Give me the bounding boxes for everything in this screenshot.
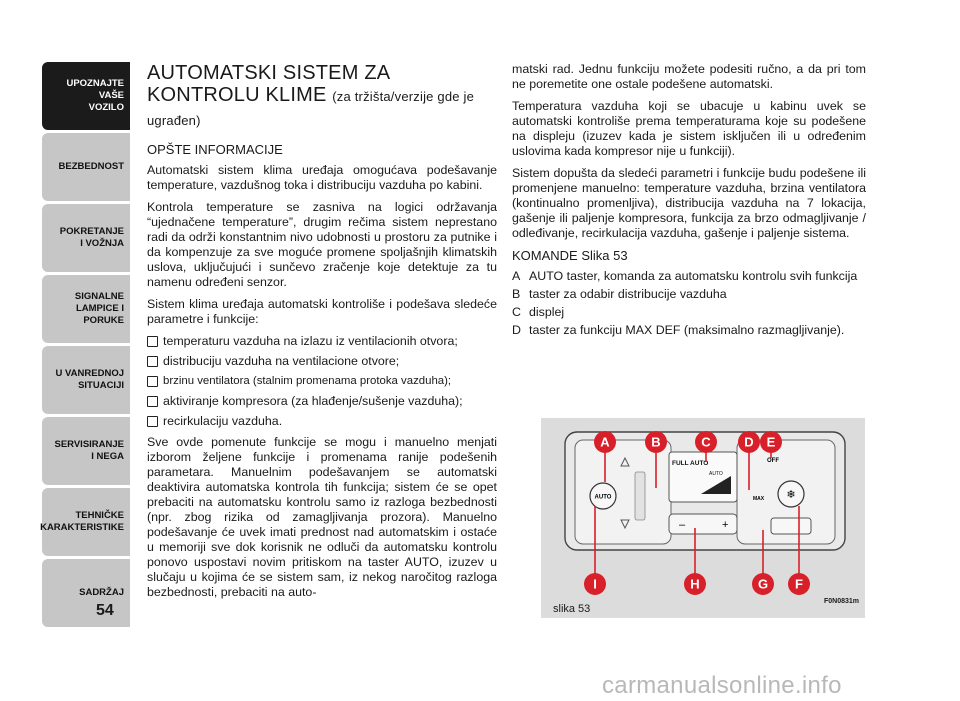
marker-a-label: A (600, 434, 610, 450)
paragraph: Sistem dopušta da sledeći parametri i funkcije budu podešene ili promenjene manuelno: temperature vazduha, brzina ventilatora (kontinualno promenljiva), distribucija vazduha na 7 lokacija, gašenje ili paljenje kompresora, funkcija za brzo odmagljivanje / odleđivanje, recirkulacija vazduha, gašenje i paljenje sistema. (512, 166, 866, 240)
list-item (147, 394, 497, 409)
list-item (147, 374, 497, 389)
marker-b-label: B (651, 434, 661, 450)
fan-plus-icon: + (722, 519, 729, 531)
climate-panel-illustration (541, 418, 865, 618)
command-item (512, 305, 866, 320)
subheading-general: OPŠTE INFORMACIJE (147, 142, 283, 157)
checkbox-bullet-icon (147, 416, 158, 427)
paragraph: Sistem klima uređaja automatski kontroliše i podešava sledeće parametre i funkcije: (147, 297, 497, 326)
list-item-text: recirkulaciju vazduha. (163, 414, 283, 428)
watermark: carmanualsonline.info (602, 672, 842, 699)
checkbox-bullet-icon (147, 356, 158, 367)
command-text: taster za odabir distribucije vazduha (529, 287, 727, 301)
marker-i-label: I (593, 576, 597, 592)
list-item-text: aktiviranje kompresora (za hlađenje/sušenje vazduha); (163, 394, 463, 408)
command-item (512, 287, 866, 302)
tab-signalne-lampice[interactable]: SIGNALNE LAMPICE I PORUKE (42, 275, 130, 343)
subheading-commands: KOMANDE Slika 53 (512, 248, 628, 263)
paragraph: Kontrola temperature se zasniva na logici održavanja “ujednačene temperature”, drugim rečima sistem neprestano radi da održi konstantnim nivo udobnosti u prostoru za putnike i da kompenzuje za sve moguće promene spoljašnjih klimatskih uslova, uključujući i sunčevo zračenje koje detektuje za tu namenu određeni senzor. (147, 200, 497, 289)
right-column (512, 62, 866, 341)
temp-scale (635, 472, 645, 520)
command-key: A (512, 269, 521, 283)
paragraph: Sve ovde pomenute funkcije se mogu i manuelno menjati izborom željene funkcije i promenama ranije podešenih parametara. Manuelnim podešavanjem se automatski deaktivira automatska kontrola tih funkcija; sistem će se opet prebaciti na automatsku kontrolu samo iz razloga bezbednosti (npr. zbog rizika od zamagljivanja prozora). Manuelno podešavanje će uvek imati prednost nad automatskim i ostaće u memoriji sve dok korisnik ne odluči da automatsku kontrolu ponovo uspostavi novim pritiskom na taster AUTO, izuzev u slučaju u kojima će se sistem sam, iz nekog naročitog razloga bezbednosti, prebaciti na auto- (147, 435, 497, 599)
paragraph: matski rad. Jednu funkciju možete podesiti ručno, a da pri tom ne poremetite one ostale podešene automatski. (512, 62, 866, 91)
tab-u-vanrednoj-situaciji[interactable]: U VANREDNOJ SITUACIJI (42, 346, 130, 414)
recirculation-button[interactable] (771, 518, 811, 534)
max-def-label[interactable]: MAX (753, 496, 765, 502)
checkbox-bullet-icon (147, 336, 158, 347)
list-item (147, 414, 497, 429)
page-number: 54 (96, 602, 114, 619)
tab-sadrzaj[interactable]: SADRŽAJ (42, 559, 130, 627)
paragraph: Automatski sistem klima uređaja omogućava podešavanje temperature, vazdušnog toka i distribuciju vazduha po kabini. (147, 163, 497, 192)
marker-d-label: D (744, 434, 754, 450)
marker-g-label: G (757, 576, 769, 592)
command-text: taster za funkciju MAX DEF (maksimalno razmagljivanje). (529, 323, 845, 337)
command-item (512, 323, 866, 338)
list-item-text: temperaturu vazduha na izlazu iz ventilacionih otvora; (163, 334, 458, 348)
climate-panel-figure (541, 418, 865, 618)
feature-list (147, 334, 497, 429)
fan-minus-icon: – (679, 519, 686, 531)
list-item (147, 334, 497, 349)
tab-servisiranje-i-nega[interactable]: SERVISIRANJE I NEGA (42, 417, 130, 485)
section-title (147, 62, 497, 132)
marker-e-label: E (766, 434, 776, 450)
display-auto: AUTO (709, 471, 723, 477)
tab-tehnicke-karakteristike[interactable]: TEHNIČKE KARAKTERISTIKE (42, 488, 130, 556)
command-text: displej (529, 305, 565, 319)
figure-code: F0N0831m (824, 598, 860, 605)
list-item-text: brzinu ventilatora (stalnim promenama protoka vazduha); (163, 375, 452, 387)
section-title-sub: (za tržišta/verzije gde je ugrađen) (147, 89, 475, 128)
tab-bezbednost[interactable]: BEZBEDNOST (42, 133, 130, 201)
marker-c-label: C (701, 434, 711, 450)
tab-pokretanje-i-voznja[interactable]: POKRETANJE I VOŽNJA (42, 204, 130, 272)
command-key: C (512, 305, 521, 319)
command-key: B (512, 287, 521, 301)
figure-caption: slika 53 (553, 603, 591, 615)
command-text: AUTO taster, komanda za automatsku kontrolu svih funkcija (529, 269, 858, 283)
display-full-auto: FULL AUTO (672, 460, 709, 467)
list-item (147, 354, 497, 369)
tab-upoznajte-vase-vozilo[interactable]: UPOZNAJTE VAŠE VOZILO (42, 62, 130, 130)
marker-h-label: H (690, 576, 700, 592)
auto-button-label: AUTO (594, 494, 612, 501)
list-item-text: distribuciju vazduha na ventilacione otvore; (163, 354, 400, 368)
section-title-text: AUTOMATSKI SISTEM ZA KONTROLU KLIME (147, 62, 390, 106)
left-column (147, 62, 497, 607)
checkbox-bullet-icon (147, 376, 158, 387)
paragraph: Temperatura vazduha koji se ubacuje u kabinu uvek se automatski kontroliše prema temperaturama koje su podešene na displeju (izuzev kada je sistem isključen ili u određenim uslovima kada kompresor nije u funkciji). (512, 99, 866, 158)
command-item (512, 269, 866, 284)
command-key: D (512, 323, 521, 337)
marker-f-label: F (795, 576, 803, 592)
checkbox-bullet-icon (147, 396, 158, 407)
off-button-label[interactable]: OFF (767, 458, 779, 464)
snowflake-icon: ❄ (786, 488, 796, 501)
